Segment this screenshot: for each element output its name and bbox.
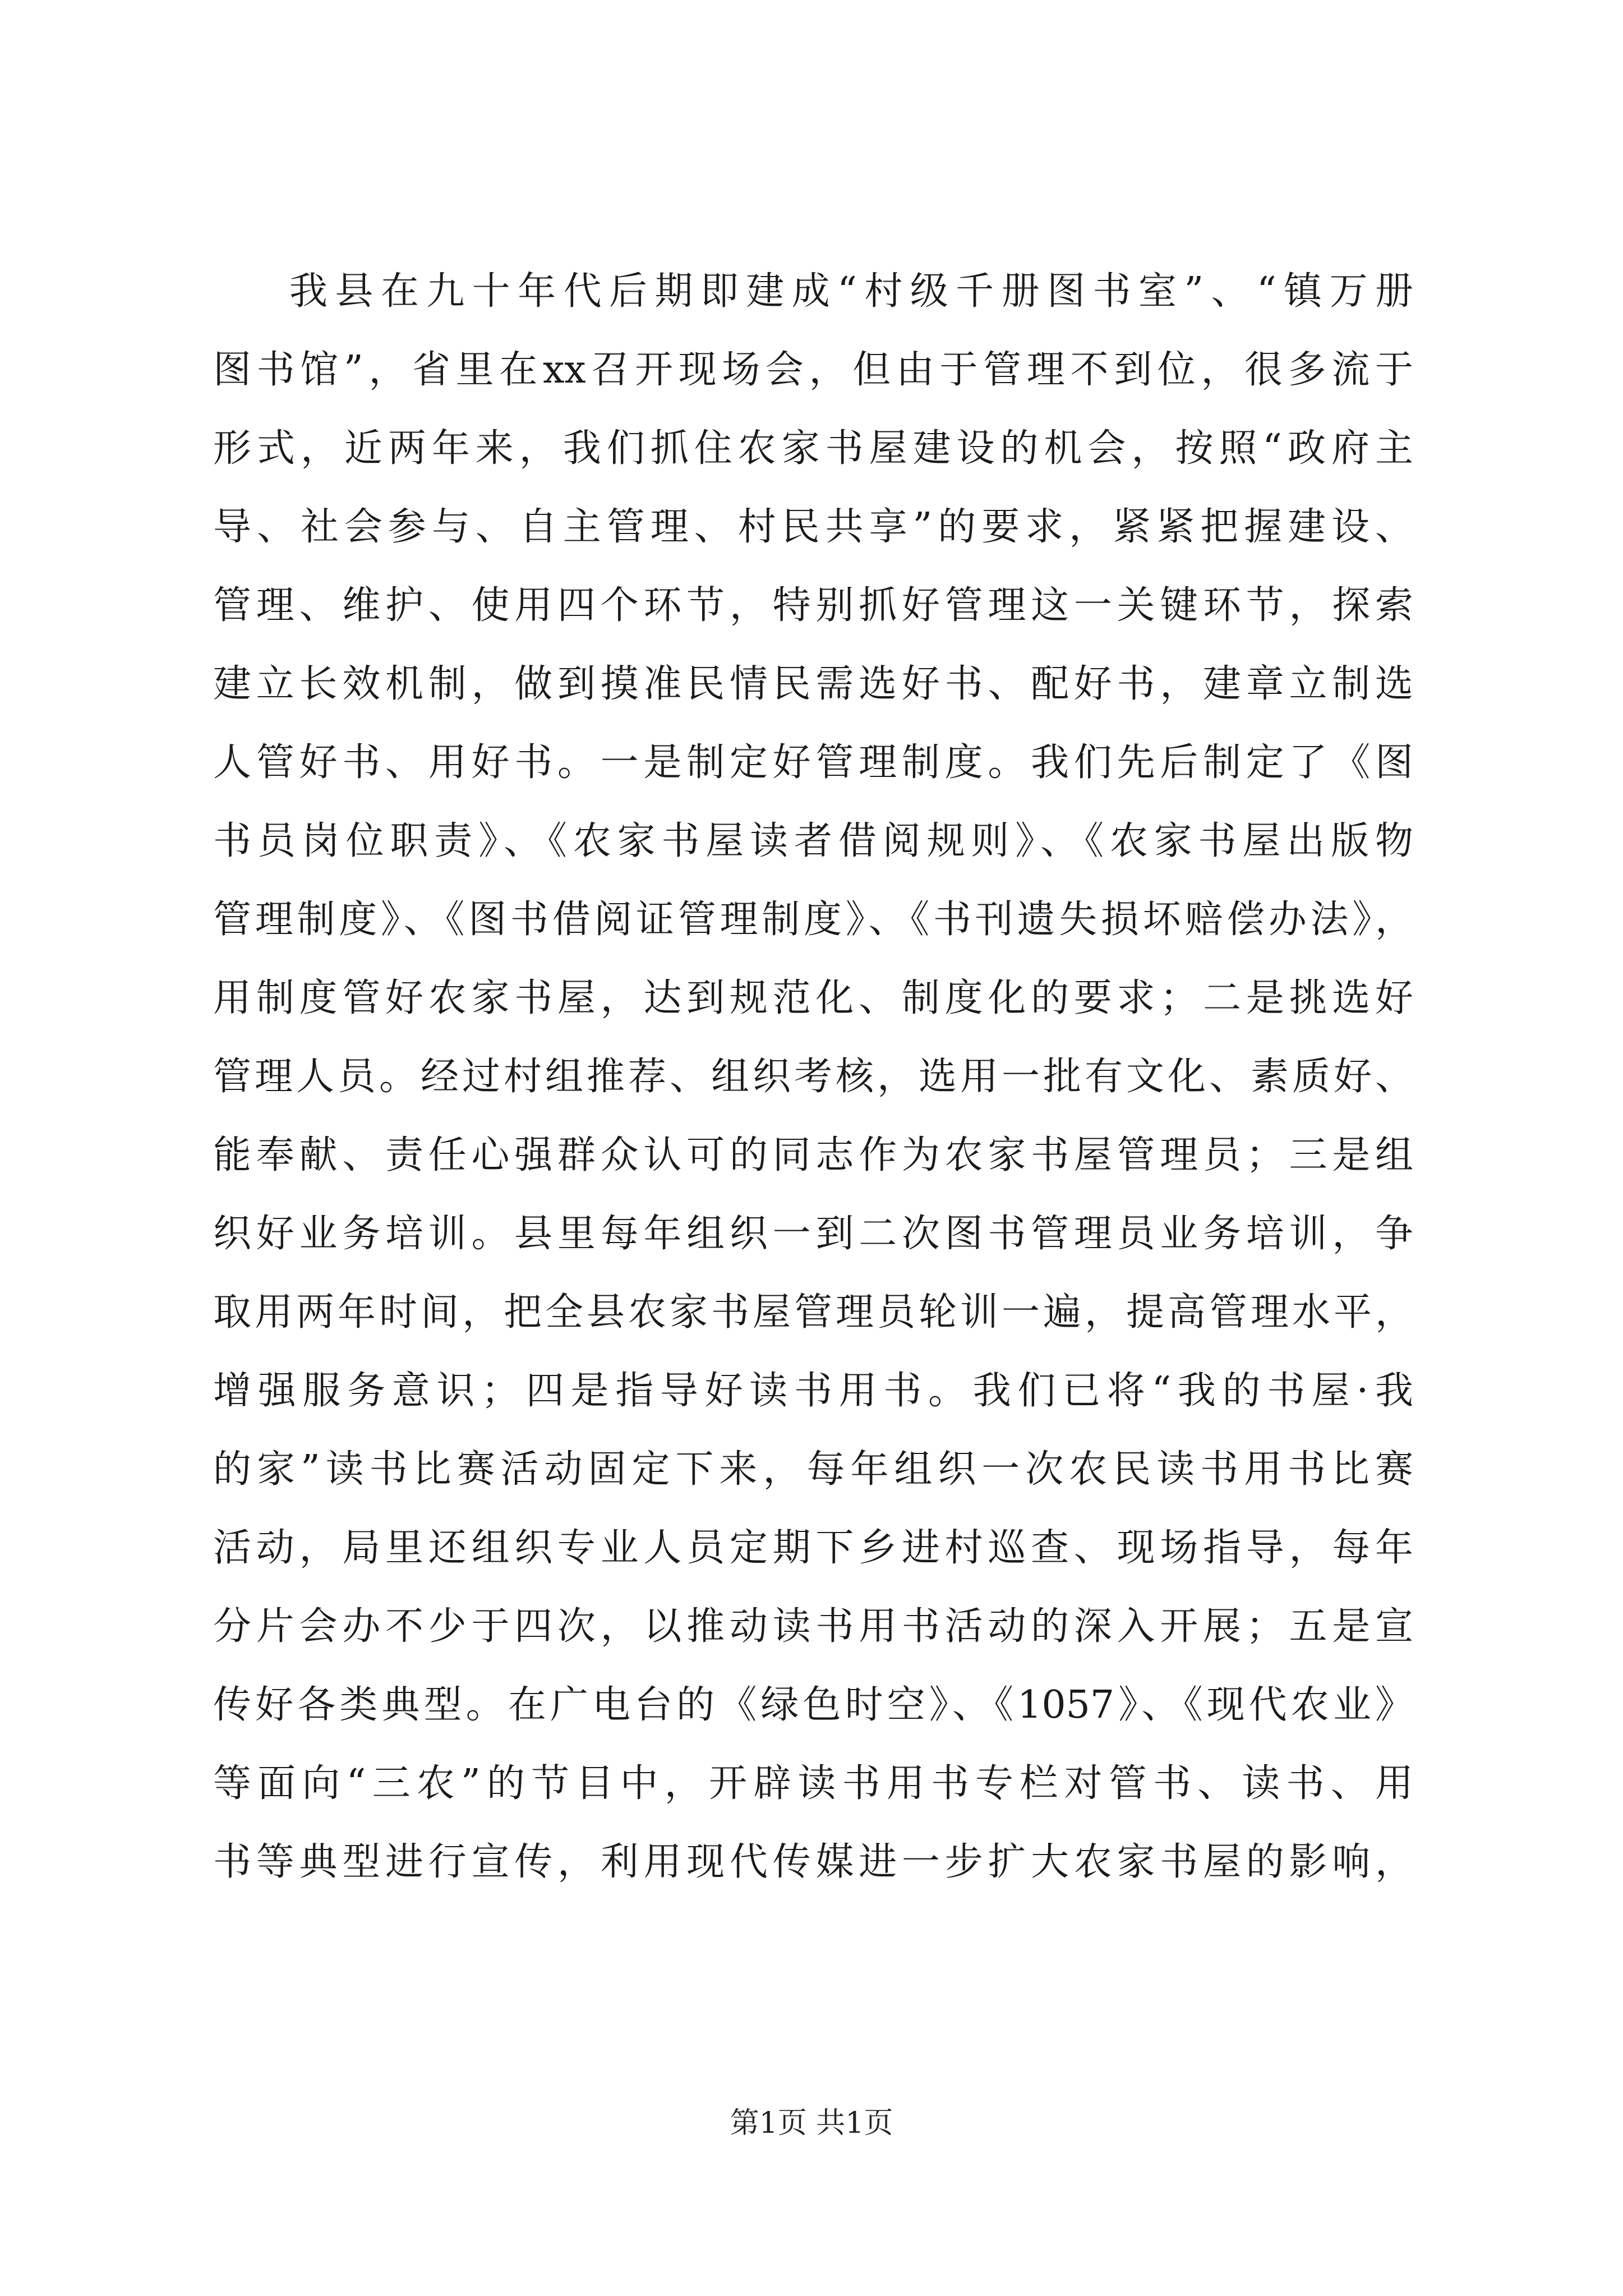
body-paragraph [213,252,1413,1902]
text-line: 用制度管好农家书屋，达到规范化、制度化的要求；二是挑选好 [213,976,1413,1020]
text-line: 织好业务培训。县里每年组织一到二次图书管理员业务培训，争 [213,1212,1413,1256]
page-footer [0,2101,1623,2146]
text-line: 的家”读书比赛活动固定下来，每年组织一次农民读书用书比赛 [213,1447,1413,1492]
text-line: 图书馆”，省里在xx召开现场会，但由于管理不到位，很多流于 [213,348,1413,392]
text-line: 人管好书、用好书。一是制定好管理制度。我们先后制定了《图 [213,740,1413,785]
text-line: 书员岗位职责》、《农家书屋读者借阅规则》、《农家书屋出版物 [213,819,1413,863]
text-line: 增强服务意识；四是指导好读书用书。我们已将“我的书屋·我 [213,1369,1413,1413]
text-line: 建立长效机制，做到摸准民情民需选好书、配好书，建章立制选 [213,662,1413,706]
text-line: 活动，局里还组织专业人员定期下乡进村巡查、现场指导，每年 [213,1526,1413,1570]
text-line: 等面向“三农”的节目中，开辟读书用书专栏对管书、读书、用 [213,1761,1413,1806]
text-line: 书等典型进行宣传，利用现代传媒进一步扩大农家书屋的影响， [213,1840,1413,1884]
text-line: 传好各类典型。在广电台的《绿色时空》、《1057》、《现代农业》 [213,1683,1413,1727]
text-line: 形式，近两年来，我们抓住农家书屋建设的机会，按照“政府主 [213,426,1413,471]
text-line: 取用两年时间，把全县农家书屋管理员轮训一遍，提高管理水平， [213,1290,1413,1335]
text-line: 管理、维护、使用四个环节，特别抓好管理这一关键环节，探索 [213,583,1413,628]
text-line: 管理制度》、《图书借阅证管理制度》、《书刊遗失损坏赔偿办法》， [213,898,1413,942]
text-line: 我县在九十年代后期即建成“村级千册图书室”、“镇万册 [289,269,1413,314]
page-number-label: 第1页 共1页 [730,2106,893,2140]
text-line: 管理人员。经过村组推荐、组织考核，选用一批有文化、素质好、 [213,1055,1413,1099]
text-line: 导、社会参与、自主管理、村民共享”的要求，紧紧把握建设、 [213,505,1413,549]
text-line: 能奉献、责任心强群众认可的同志作为农家书屋管理员；三是组 [213,1133,1413,1177]
text-line: 分片会办不少于四次，以推动读书用书活动的深入开展；五是宣 [213,1604,1413,1649]
